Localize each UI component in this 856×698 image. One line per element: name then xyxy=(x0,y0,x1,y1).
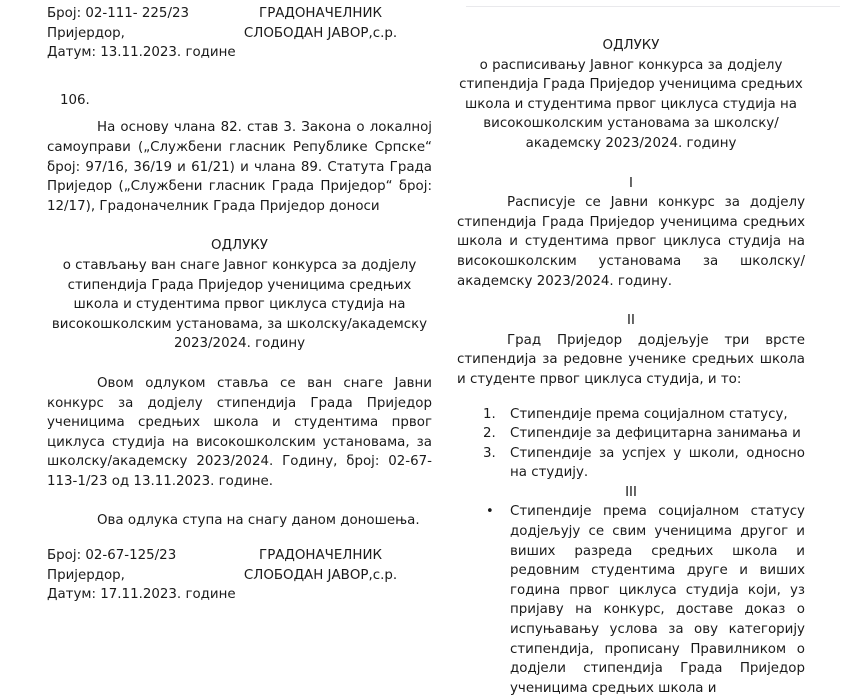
signatory-title: ГРАДОНАЧЕЛНИК xyxy=(259,6,382,21)
document-number-line: Број: 02-67-125/23 xyxy=(47,548,177,564)
list-marker: 1. xyxy=(483,406,496,422)
signatory-name: СЛОБОДАН ЈАВОР,с.р. xyxy=(243,25,398,41)
left-decision-subtitle: о стављању ван снаге Јавног конкурса за додјелу стипендија Града Приједор ученицима средњих школа и студентима првог циклуса студија на високошколским установама, за школску/академску 2023/2024. годину xyxy=(51,257,428,352)
document-place-line: Пријердор, xyxy=(47,567,125,583)
spacer xyxy=(47,354,432,374)
left-effect-paragraph: Ова одлука ступа на снагу даном доношења. xyxy=(97,513,420,529)
spacer xyxy=(47,110,432,118)
left-top-signature-block xyxy=(47,4,432,63)
list-item xyxy=(457,444,805,483)
document-number-line: Број: 02-111- 225/23 xyxy=(47,6,189,21)
right-decision-heading: ОДЛУКУ xyxy=(602,38,660,53)
left-body-paragraph: Овом одлуком ставља се ван снаге Јавни конкурс за додјелу стипендија Града Приједор ученицима средњих школа и студентима првог циклуса студија на високошколским установама, за школску/академску 2023/2024. Годину, број: 02-67-113-1/23 од 13.11.2023. године. xyxy=(47,375,432,489)
left-bottom-signature-left xyxy=(47,546,243,605)
section-numeral-i: I xyxy=(629,175,633,191)
item-number: 106. xyxy=(60,92,90,108)
scholarship-types-list xyxy=(457,405,805,483)
left-bottom-signature-block xyxy=(47,546,432,605)
left-bottom-signature-right xyxy=(243,546,432,585)
signatory-title: ГРАДОНАЧЕЛНИК xyxy=(259,548,382,564)
list-marker: 2. xyxy=(483,426,496,442)
document-place-line: Пријердор, xyxy=(47,25,125,41)
section-numeral-iii: III xyxy=(625,484,637,500)
section-i-paragraph: Расписује се Јавни конкурс за додјелу стипендија Града Приједор ученицима средњих школа и студентима првог циклуса студија на високошколским установама за школску/академску 2023/2024. годину. xyxy=(457,195,805,289)
list-item-text: Стипендије према социјалном статусу, xyxy=(510,406,788,422)
list-item-text: Стипендије за успјех у школи, односно на студију. xyxy=(510,445,805,481)
right-decision-subtitle: о расписивању Јавног конкурса за додјелу стипендија Града Приједор ученицима средњих школа и студентима првог циклуса студија на високошколским установама за школску/академску 2023/2024. годину xyxy=(459,57,803,151)
list-item xyxy=(457,405,805,425)
right-column xyxy=(432,0,856,696)
spacer xyxy=(47,491,432,511)
document-date-line: Датум: 17.11.2023. године xyxy=(47,587,236,603)
social-status-criteria-list xyxy=(457,502,805,698)
section-ii-paragraph: Град Приједор додјељује три врсте стипендија за редовне ученике средњих школа и студенте првог циклуса студија, и то: xyxy=(457,332,805,387)
left-top-signature-right xyxy=(243,4,432,43)
list-item xyxy=(457,424,805,444)
spacer xyxy=(457,291,805,311)
spacer xyxy=(47,216,432,236)
bullet-icon: • xyxy=(486,504,494,520)
left-column xyxy=(0,0,432,687)
list-item xyxy=(457,502,805,698)
spacer xyxy=(47,63,432,91)
left-decision-heading: ОДЛУКУ xyxy=(211,238,268,254)
document-date-line: Датум: 13.11.2023. године xyxy=(47,45,236,61)
list-item-text: Стипендије према социјалном статусу додјељују се свим ученицима другог и виших разреда средњих школа и редовним студентима друге и виших година првог циклуса студија који, уз пријаву на конкурс, доставе доказ о испуњавању услова за ову категорију стипендија, прописану Правилником о додјели стипендија Града Приједор ученицима средњих школа и xyxy=(510,504,805,696)
spacer xyxy=(457,390,805,405)
preamble-paragraph: На основу члана 82. став 3. Закона о локалној самоуправи („Службени гласник Републике Српске“ број: 97/16, 36/19 и 61/21) и члана 89. Статута Града Приједор („Службени гласник Града Приједор“ број: 12/17), Градоначелник Града Приједор доноси xyxy=(47,120,432,214)
section-numeral-ii: II xyxy=(627,313,635,329)
signatory-name: СЛОБОДАН ЈАВОР,с.р. xyxy=(243,567,398,583)
left-top-signature-left xyxy=(47,4,243,63)
spacer xyxy=(47,531,432,546)
list-item-text: Стипендије за дефицитарна занимања и xyxy=(510,426,801,442)
spacer xyxy=(457,154,805,174)
list-marker: 3. xyxy=(483,445,496,461)
